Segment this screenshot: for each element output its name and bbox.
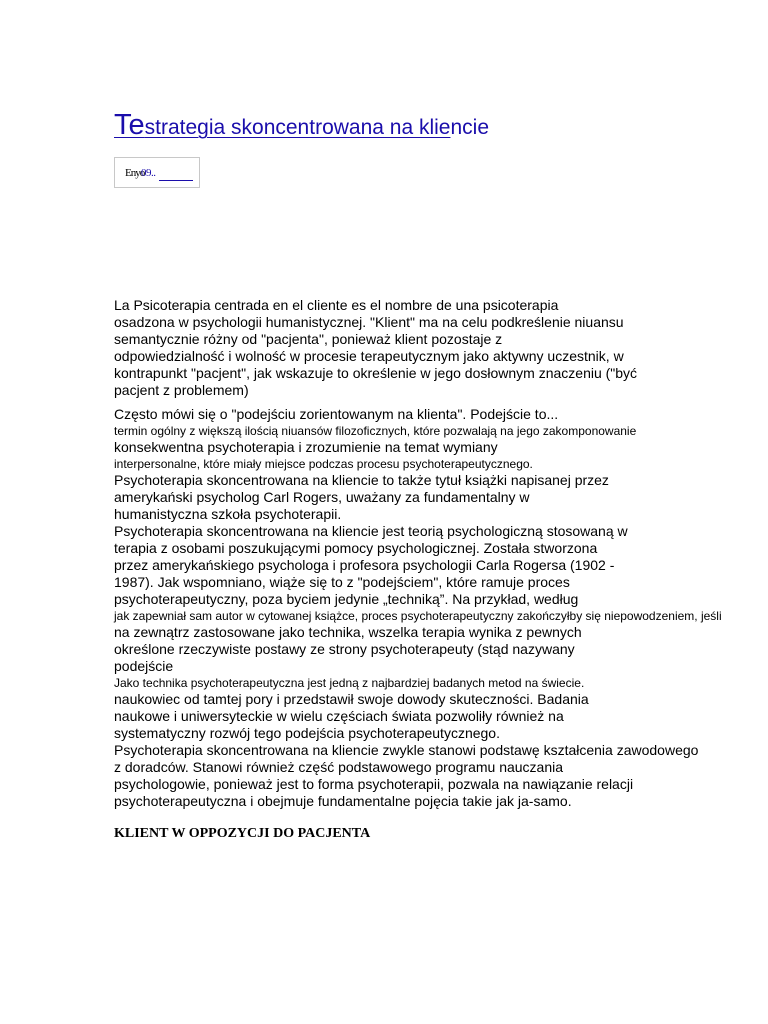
text-line: psychologowie, ponieważ jest to forma psychoterapii, pozwala na nawiązanie relacji [114, 776, 634, 792]
text-line: na zewnątrz zastosowane jako technika, wszelka terapia wynika z pewnych [114, 624, 582, 640]
text-line: podejście [114, 658, 174, 674]
text-line: interpersonalne, które miały miejsce podczas procesu psychoterapeutycznego. [114, 457, 533, 471]
date-link[interactable]: 09.. [141, 167, 156, 179]
paragraph-gap [114, 399, 734, 406]
text-line: naukowiec od tamtej pory i przedstawił swoje dowody skuteczności. Badania [114, 691, 589, 707]
text-line: Psychoterapia skoncentrowana na kliencie zwykle stanowi podstawę kształcenia zawodowego [114, 742, 699, 758]
text-line: odpowiedzialność i wolność w procesie terapeutycznym jako aktywny uczestnik, w [114, 348, 624, 364]
text-line: Psychoterapia skoncentrowana na kliencie to także tytuł książki napisanej przez [114, 472, 609, 488]
text-line: amerykański psycholog Carl Rogers, uważany za fundamentalny w [114, 489, 530, 505]
paragraph-1 [114, 297, 734, 399]
text-line: pacjent z problemem) [114, 382, 249, 398]
title-text: strategia skoncentrowana na klie [144, 116, 451, 139]
paragraph-2 [114, 406, 734, 810]
title-link[interactable] [114, 109, 451, 141]
section-heading: KLIENT W OPPOZYCJI DO PACJENTA [114, 826, 371, 841]
text-line: semantycznie różny od "pacjenta", ponieważ klient pozostaje z [114, 331, 503, 347]
author-name: Enyo [125, 167, 145, 179]
text-line: przez amerykańskiego psychologa i profesora psychologii Carla Rogersa (1902 - [114, 557, 615, 573]
text-line: określone rzeczywiste postawy ze strony psychoterapeuty (stąd nazywany [114, 641, 575, 657]
text-line: z doradców. Stanowi również część podstawowego programu nauczania [114, 759, 564, 775]
text-line: Często mówi się o "podejściu zorientowanym na klienta". Podejście to... [114, 406, 559, 422]
text-line: psychoterapeutyczny, poza byciem jedynie „techniką”. Na przykład, według [114, 591, 579, 607]
title-text-end: ncie [450, 116, 490, 139]
text-line: 1987). Jak wspomniano, wiąże się to z "podejściem", które ramuje proces [114, 574, 570, 590]
text-line: humanistyczna szkoła psychoterapii. [114, 506, 342, 522]
text-line: termin ogólny z większą ilością niuansów filozoficznych, które pozwalają na jego zakomponowanie [114, 424, 637, 438]
text-line: psychoterapeutyczna i obejmuje fundamentalne pojęcia takie jak ja-samo. [114, 793, 572, 809]
text-line: konsekwentna psychoterapia i zrozumienie na temat wymiany [114, 439, 498, 455]
text-line: Psychoterapia skoncentrowana na kliencie jest teorią psychologiczną stosowaną w [114, 523, 628, 539]
document-title[interactable] [114, 110, 489, 143]
author-date-box [114, 157, 200, 188]
title-initial: Te [114, 109, 145, 141]
text-line: Jako technika psychoterapeutyczna jest jedną z najbardziej badanych metod na świecie. [114, 676, 585, 690]
text-line: systematyczny rozwój tego podejścia psychoterapeutycznego. [114, 725, 500, 741]
date-underline [159, 180, 193, 181]
document-body [114, 297, 734, 842]
text-line: kontrapunkt "pacjent", jak wskazuje to określenie w jego dosłownym znaczeniu ("być [114, 365, 638, 381]
text-line: terapia z osobami poszukującymi pomocy psychologicznej. Została stworzona [114, 540, 598, 556]
text-line: naukowe i uniwersyteckie w wielu częściach świata pozwoliły również na [114, 708, 564, 724]
text-line: La Psicoterapia centrada en el cliente es el nombre de una psicoterapia [114, 297, 559, 313]
text-line: osadzona w psychologii humanistycznej. "Klient" ma na celu podkreślenie niuansu [114, 314, 624, 330]
text-line: jak zapewniał sam autor w cytowanej książce, proces psychoterapeutyczny zakończyłby się niepowodzeniem, jeśli [114, 609, 722, 623]
